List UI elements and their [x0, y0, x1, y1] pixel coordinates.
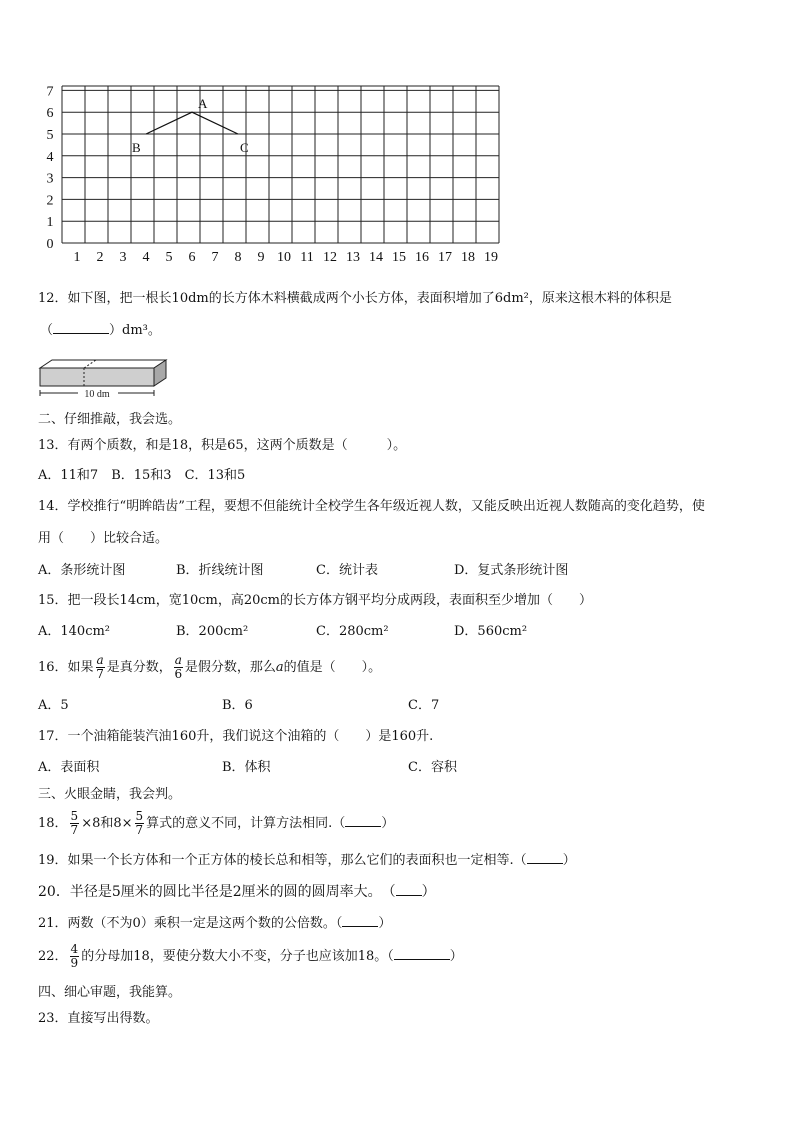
x-axis-label: 17: [438, 250, 452, 265]
question-16-option-c[interactable]: C．7: [408, 698, 440, 713]
y-axis-label: 3: [46, 171, 54, 187]
question-16-mid2: 是假分数，那么: [184, 660, 276, 675]
question-22-stem: [38, 937, 463, 977]
question-21-stem: [38, 915, 391, 933]
y-axis-label: 2: [46, 193, 54, 209]
x-axis-label: 10: [277, 250, 291, 265]
fraction-5-over-7: $\frac{5}{7}$: [70, 809, 79, 837]
question-19-stem: [38, 852, 576, 870]
question-12-blank-close: ）dm³。: [109, 323, 161, 338]
question-17-option-a[interactable]: A．表面积: [38, 760, 100, 775]
question-14-option-b[interactable]: B．折线统计图: [176, 563, 264, 578]
x-axis-label: 18: [461, 250, 475, 265]
x-axis-label: 19: [484, 250, 498, 265]
question-16-suffix: 的值是（ ）。: [283, 660, 382, 675]
question-14-option-d[interactable]: D．复式条形统计图: [454, 563, 569, 578]
question-16-option-a[interactable]: A．5: [38, 698, 69, 713]
fraction-5-over-7-second: $\frac{5}{7}$: [135, 809, 144, 837]
question-20-stem: [38, 883, 436, 901]
x-axis-label: 9: [257, 250, 265, 265]
question-15-option-b[interactable]: B．200cm²: [176, 624, 249, 639]
question-12-blank-open: （: [40, 323, 54, 338]
answer-blank[interactable]: [342, 926, 378, 927]
point-label-c: C: [240, 140, 249, 155]
question-16-option-b[interactable]: B．6: [222, 698, 253, 713]
question-22-end: ）: [449, 949, 463, 964]
x-axis-label: 12: [323, 250, 337, 265]
section-2-heading: 二、仔细推敲，我会选。: [38, 412, 182, 427]
question-21-end: ）: [378, 916, 392, 931]
question-18-suffix: 算式的意义不同，计算方法相同.（: [146, 816, 346, 831]
question-19-end: ）: [562, 853, 576, 868]
question-13-stem: 13．有两个质数，和是18，积是65，这两个质数是（ ）。: [38, 438, 407, 453]
answer-blank[interactable]: [527, 863, 563, 864]
question-13-options: A．11和7 B．15和3 C．13和5: [38, 468, 246, 483]
question-14-line1: 14．学校推行“明眸皓齿”工程，要想不但能统计全校学生各年级近视人数，又能反映出近视人数随高的变化趋势，使: [38, 499, 705, 514]
answer-blank[interactable]: [53, 333, 109, 334]
y-axis-label: 1: [46, 215, 54, 231]
question-14-line2: 用（ ）比较合适。: [38, 531, 169, 546]
question-20-end: ）: [421, 884, 436, 900]
x-axis-label: 8: [234, 250, 242, 265]
section-3-heading: 三、火眼金睛，我会判。: [38, 787, 182, 802]
x-axis-label: 14: [369, 250, 383, 265]
x-axis-label: 4: [142, 250, 150, 265]
question-21-text: 21．两数（不为0）乘积一定是这两个数的公倍数。（: [38, 916, 343, 931]
point-label-a: A: [198, 96, 208, 112]
answer-blank[interactable]: [394, 959, 450, 960]
question-15-option-d[interactable]: D．560cm²: [454, 624, 528, 639]
question-23-stem: 23．直接写出得数。: [38, 1011, 159, 1026]
answer-blank[interactable]: [345, 826, 381, 827]
question-16-prefix: 16．如果: [38, 660, 94, 675]
x-axis-label: 1: [73, 250, 81, 265]
triangle-lines: [146, 112, 238, 134]
x-axis-label: 7: [211, 250, 219, 265]
x-axis-label: 2: [96, 250, 104, 265]
question-22-prefix: 22．: [38, 949, 68, 964]
question-18-stem: [38, 808, 394, 840]
point-label-b: B: [132, 140, 141, 155]
x-axis-label: 15: [392, 250, 406, 265]
y-axis-label: 4: [46, 149, 54, 165]
y-axis-label: 7: [46, 84, 54, 100]
question-18-prefix: 18．: [38, 816, 68, 831]
y-axis-label: 6: [46, 106, 54, 122]
question-12-line2: [40, 322, 161, 340]
question-14-option-a[interactable]: A．条形统计图: [38, 563, 126, 578]
x-axis-label: 11: [300, 250, 314, 265]
coordinate-grid: [30, 78, 510, 268]
question-16-mid1: 是真分数，: [106, 660, 172, 675]
variable-a: a: [275, 660, 284, 675]
fraction-a-over-7: $\frac{a}{7}$: [96, 653, 104, 681]
y-axis-label: 0: [46, 237, 54, 252]
question-17-option-b[interactable]: B．体积: [222, 760, 271, 775]
x-axis-label: 3: [119, 250, 127, 265]
question-16-stem: [38, 654, 381, 682]
question-17-stem: 17．一个油箱能装汽油160升，我们说这个油箱的（ ）是160升.: [38, 729, 434, 744]
figure-length-label: 10 dm: [84, 389, 110, 400]
y-axis-label: 5: [46, 128, 54, 143]
x-axis-label: 13: [346, 250, 360, 265]
x-axis-label: 6: [188, 250, 196, 265]
x-axis-label: 5: [165, 250, 173, 265]
x-axis-label: 16: [415, 250, 429, 265]
question-18-mid: ×8和8×: [81, 816, 133, 831]
answer-blank[interactable]: [396, 895, 422, 896]
question-20-text: 20．半径是5厘米的圆比半径是2厘米的圆的圆周率大。 （: [38, 884, 396, 900]
fraction-4-over-9: $\frac{4}{9}$: [70, 942, 79, 970]
question-18-end: ）: [381, 816, 395, 831]
question-12-line1: 12．如下图，把一根长10dm的长方体木料横截成两个小长方体，表面积增加了6dm²，原来这根木料的体积是: [38, 291, 672, 306]
question-15-option-c[interactable]: C．280cm²: [316, 624, 389, 639]
question-14-option-c[interactable]: C．统计表: [316, 563, 378, 578]
question-15-option-a[interactable]: A．140cm²: [38, 624, 111, 639]
wood-block-figure: [38, 356, 170, 402]
question-19-text: 19．如果一个长方体和一个正方体的棱长总和相等，那么它们的表面积也一定相等.（: [38, 853, 527, 868]
fraction-a-over-6: $\frac{a}{6}$: [174, 653, 183, 681]
question-22-suffix: 的分母加18，要使分数大小不变，分子也应该加18。（: [81, 949, 394, 964]
section-4-heading: 四、细心审题，我能算。: [38, 985, 182, 1000]
question-15-stem: 15．把一段长14cm，宽10cm，高20cm的长方体方钢平均分成两段，表面积至少增加（ ）: [38, 593, 592, 608]
question-17-option-c[interactable]: C．容积: [408, 760, 457, 775]
